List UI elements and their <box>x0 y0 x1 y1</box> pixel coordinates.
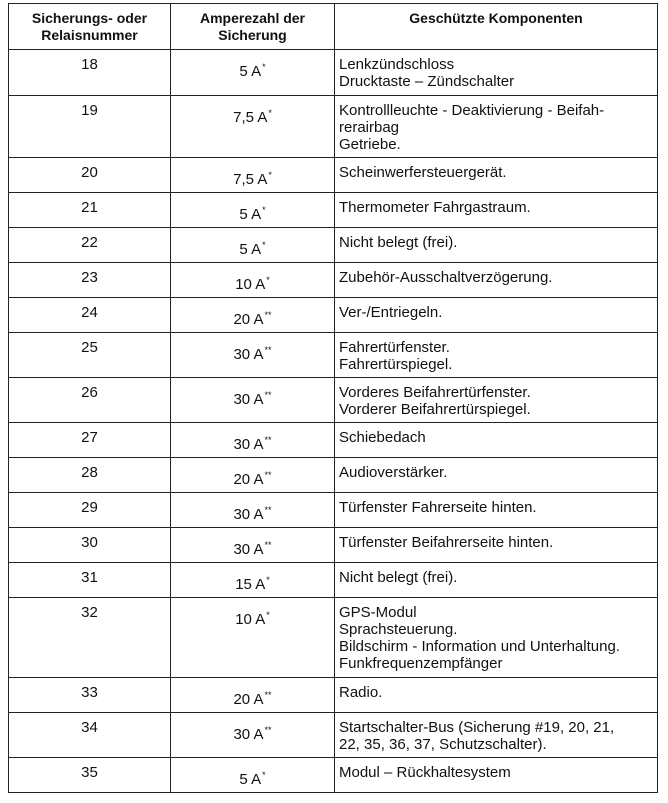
protected-components <box>335 528 658 563</box>
fuse-amperage <box>171 598 335 678</box>
amperage-footnote-mark: * <box>262 770 266 780</box>
amperage-footnote-mark: ** <box>264 505 272 515</box>
amperage-footnote-mark: * <box>262 205 266 215</box>
fuse-amperage <box>171 158 335 193</box>
table-row <box>9 563 658 598</box>
component-line: Drucktaste – Zündschalter <box>339 73 515 90</box>
amperage-value: 7,5 A <box>233 109 268 126</box>
table-row <box>9 96 658 158</box>
fuse-table <box>8 3 658 793</box>
component-line: Thermometer Fahrgastraum. <box>339 199 531 216</box>
fuse-amperage <box>171 96 335 158</box>
component-line: Lenkzündschloss <box>339 56 455 73</box>
component-line: Sprachsteuerung. <box>339 621 458 638</box>
fuse-amperage <box>171 713 335 758</box>
table-row <box>9 458 658 493</box>
component-line: Schiebedach <box>339 429 426 446</box>
fuse-number: 29 <box>9 493 171 528</box>
amperage-footnote-mark: * <box>268 170 272 180</box>
component-line: 22, 35, 36, 37, Schutzschalter). <box>339 736 547 753</box>
protected-components <box>335 713 658 758</box>
header-row <box>9 4 658 50</box>
fuse-number: 25 <box>9 333 171 378</box>
fuse-amperage <box>171 263 335 298</box>
amperage-value: 5 A <box>239 241 262 258</box>
fuse-amperage <box>171 298 335 333</box>
component-line: Modul – Rückhaltesystem <box>339 764 511 781</box>
component-line: Kontrollleuchte - Deaktivierung - Beifah- <box>339 102 605 119</box>
amperage-footnote-mark: * <box>266 275 270 285</box>
table-row <box>9 678 658 713</box>
amperage-value: 10 A <box>235 611 266 628</box>
table-row <box>9 50 658 96</box>
table-row <box>9 263 658 298</box>
amperage-value: 20 A <box>233 471 264 488</box>
protected-components <box>335 158 658 193</box>
amperage-footnote-mark: ** <box>264 310 272 320</box>
component-line: Zubehör-Ausschaltverzögerung. <box>339 269 553 286</box>
protected-components <box>335 423 658 458</box>
fuse-amperage <box>171 758 335 793</box>
protected-components <box>335 298 658 333</box>
fuse-number: 19 <box>9 96 171 158</box>
fuse-amperage <box>171 378 335 423</box>
amperage-value: 30 A <box>233 506 264 523</box>
component-line: Vorderer Beifahrertürspiegel. <box>339 401 531 418</box>
fuse-amperage <box>171 678 335 713</box>
amperage-footnote-mark: ** <box>264 725 272 735</box>
amperage-value: 10 A <box>235 276 266 293</box>
amperage-footnote-mark: ** <box>264 345 272 355</box>
amperage-value: 30 A <box>233 436 264 453</box>
fuse-number: 28 <box>9 458 171 493</box>
fuse-number: 23 <box>9 263 171 298</box>
table-row <box>9 158 658 193</box>
amperage-footnote-mark: * <box>262 240 266 250</box>
table-row <box>9 333 658 378</box>
protected-components <box>335 678 658 713</box>
protected-components <box>335 493 658 528</box>
fuse-number: 34 <box>9 713 171 758</box>
component-line: Ver-/Entriegeln. <box>339 304 443 321</box>
amperage-footnote-mark: * <box>268 108 272 118</box>
component-line: Radio. <box>339 684 383 701</box>
component-line: Vorderes Beifahrertürfenster. <box>339 384 531 401</box>
amperage-value: 15 A <box>235 576 266 593</box>
fuse-number: 20 <box>9 158 171 193</box>
amperage-value: 20 A <box>233 311 264 328</box>
component-line: Bildschirm - Information und Unterhaltung. <box>339 638 620 655</box>
protected-components <box>335 378 658 423</box>
fuse-amperage <box>171 193 335 228</box>
table-row <box>9 298 658 333</box>
component-line: GPS-Modul <box>339 604 417 621</box>
component-line: Türfenster Beifahrerseite hinten. <box>339 534 554 551</box>
amperage-value: 30 A <box>233 391 264 408</box>
fuse-amperage <box>171 493 335 528</box>
table-row <box>9 758 658 793</box>
fuse-amperage <box>171 423 335 458</box>
fuse-amperage <box>171 50 335 96</box>
table-row <box>9 378 658 423</box>
header-amperage-line: Amperezahl der <box>199 10 306 26</box>
table-row <box>9 423 658 458</box>
amperage-footnote-mark: ** <box>264 390 272 400</box>
amperage-footnote-mark: * <box>266 575 270 585</box>
component-line: Fahrertürfenster. <box>339 339 450 356</box>
protected-components <box>335 458 658 493</box>
fuse-number: 30 <box>9 528 171 563</box>
component-line: Nicht belegt (frei). <box>339 234 458 251</box>
fuse-number: 32 <box>9 598 171 678</box>
fuse-number: 21 <box>9 193 171 228</box>
header-number-line: Relaisnummer <box>41 27 138 43</box>
protected-components <box>335 333 658 378</box>
amperage-footnote-mark: ** <box>264 540 272 550</box>
fuse-amperage <box>171 228 335 263</box>
amperage-value: 30 A <box>233 346 264 363</box>
header-components: Geschützte Komponenten <box>335 4 658 50</box>
amperage-value: 5 A <box>239 206 262 223</box>
component-line: Fahrertürspiegel. <box>339 356 453 373</box>
amperage-value: 20 A <box>233 691 264 708</box>
protected-components <box>335 96 658 158</box>
component-line: Scheinwerfersteuergerät. <box>339 164 507 181</box>
fuse-amperage <box>171 458 335 493</box>
protected-components <box>335 193 658 228</box>
fuse-amperage <box>171 333 335 378</box>
table-row <box>9 528 658 563</box>
fuse-amperage <box>171 563 335 598</box>
header-amperage-line: Sicherung <box>218 27 287 43</box>
fuse-number: 22 <box>9 228 171 263</box>
component-line: Nicht belegt (frei). <box>339 569 458 586</box>
component-line: Türfenster Fahrerseite hinten. <box>339 499 537 516</box>
table-row <box>9 713 658 758</box>
component-line: Funkfrequenzempfänger <box>339 655 503 672</box>
table-row <box>9 493 658 528</box>
table-row <box>9 228 658 263</box>
fuse-number: 18 <box>9 50 171 96</box>
header-number <box>9 4 171 50</box>
fuse-number: 33 <box>9 678 171 713</box>
protected-components <box>335 563 658 598</box>
amperage-value: 5 A <box>239 771 262 788</box>
amperage-footnote-mark: ** <box>264 690 272 700</box>
protected-components <box>335 263 658 298</box>
component-line: rerairbag <box>339 119 400 136</box>
fuse-number: 27 <box>9 423 171 458</box>
header-number-line: Sicherungs- oder <box>31 10 148 26</box>
amperage-footnote-mark: ** <box>264 470 272 480</box>
fuse-number: 31 <box>9 563 171 598</box>
component-line: Getriebe. <box>339 136 401 153</box>
amperage-footnote-mark: * <box>262 62 266 72</box>
table-row <box>9 193 658 228</box>
header-amperage <box>171 4 335 50</box>
fuse-amperage <box>171 528 335 563</box>
protected-components <box>335 50 658 96</box>
component-line: Startschalter-Bus (Sicherung #19, 20, 21, <box>339 719 615 736</box>
amperage-value: 30 A <box>233 726 264 743</box>
protected-components <box>335 758 658 793</box>
fuse-number: 24 <box>9 298 171 333</box>
protected-components <box>335 228 658 263</box>
component-line: Audioverstärker. <box>339 464 448 481</box>
amperage-footnote-mark: * <box>266 610 270 620</box>
table-row <box>9 598 658 678</box>
protected-components <box>335 598 658 678</box>
amperage-footnote-mark: ** <box>264 435 272 445</box>
amperage-value: 5 A <box>239 63 262 80</box>
amperage-value: 7,5 A <box>233 171 268 188</box>
fuse-number: 35 <box>9 758 171 793</box>
fuse-number: 26 <box>9 378 171 423</box>
amperage-value: 30 A <box>233 541 264 558</box>
